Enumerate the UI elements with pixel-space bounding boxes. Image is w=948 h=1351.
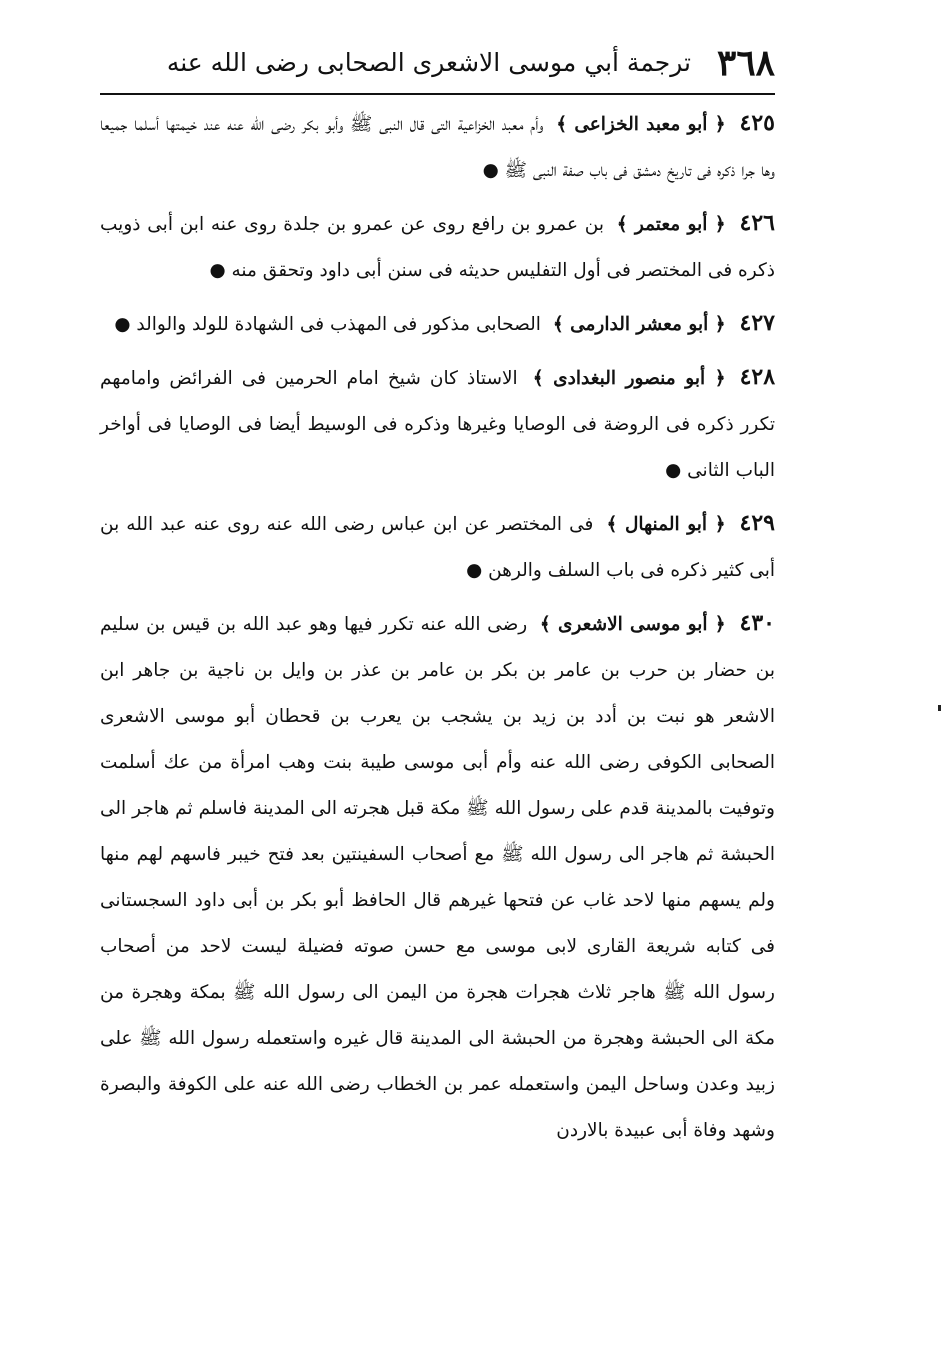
running-title: ترجمة أبي موسى الاشعرى الصحابى رضى الله عنه — [166, 48, 691, 77]
entry-text: رضى الله عنه تكرر فيها وهو عبد الله بن قيس بن سليم بن حضار بن حرب بن عامر بن بكر بن عامر بن عذر بن وايل بن ناجية بن جاهر ابن الاشعر هو نبت بن أدد بن زيد بن يشجب بن يعرب بن قحطان أبو موسى الاشعرى الصحابى الكوفى رضى الله عنه وأم أبى موسى طيبة بنت وهب امرأة من عك أسلمت وتوفيت بالمدينة قدم على رسول الله ﷺ مكة قبل هجرته الى المدينة فاسلم ثم هاجر الى الحبشة ثم هاجر الى رسول الله ﷺ مع أصحاب السفينتين بعد فتح خيبر فاسهم لهم منها ولم يسهم منها لاحد غاب عن فتحها غيرهم قال الحافظ أبو بكر بن أبى داود السجستانى فى كتابه شريعة القارى لابى موسى مع حسن صوته فضيلة ليست لاحد من أصحاب رسول الله ﷺ هاجر ثلاث هجرات هجرة من اليمن الى رسول الله ﷺ بمكة وهجرة من مكة الى الحبشة وهجرة من الحبشة الى المدينة قال غيره واستعمله رسول الله ﷺ على زبيد وعدن وساحل اليمن واستعمله عمر بن الخطاب رضى الله عنه على الكوفة والبصرة وشهد وفاة أبى عبيدة بالاردن — [100, 614, 775, 1141]
entry-425 — [100, 100, 775, 194]
page-body — [100, 100, 775, 1154]
entry-text: الصحابى مذكور فى المهذب فى الشهادة للولد والوالد ● — [114, 314, 541, 335]
entry-name: ﴿ أبو معبد الخزاعى ﴾ — [556, 114, 726, 135]
entry-text: وأم معبد الخزاعية التى قال النبى ﷺ وأبو بكر رضى الله عنه عند خيمتها أسلما جميعا وها جرا ذكره فى تاريخ دمشق فى باب صفة النبى ﷺ ● — [100, 114, 775, 181]
entry-name: ﴿ أبو المنهال ﴾ — [606, 514, 726, 535]
entry-name: ﴿ أبو معتمر ﴾ — [616, 214, 726, 235]
entry-name: ﴿ أبو معشر الدارمى ﴾ — [552, 314, 726, 335]
entry-number: ٤٢٦ — [739, 210, 775, 236]
entry-text: فى المختصر عن ابن عباس رضى الله عنه روى عنه عبد الله بن أبى كثير ذكره فى باب السلف والرهن ● — [100, 514, 775, 581]
page-header — [100, 38, 775, 88]
entry-number: ٤٢٨ — [739, 364, 776, 390]
header-rule — [100, 93, 775, 95]
entry-428 — [100, 354, 775, 494]
entry-text: بن عمرو بن رافع روى عن عمرو بن جلدة روى عنه ابن أبى ذويب ذكره فى المختصر فى أول التفليس حديثه فى سنن أبى داود وتحقق منه ● — [100, 214, 775, 281]
entry-text: الاستاذ كان شيخ امام الحرمين فى الفرائض وامامهم تكرر ذكره فى الروضة فى الوصايا وغيرها وذكره فى الوسيط أيضا فى الوصايا فى أواخر الباب الثانى ● — [100, 368, 775, 481]
entry-426 — [100, 200, 775, 294]
entry-number: ٤٢٩ — [739, 510, 775, 536]
margin-mark — [938, 705, 941, 711]
entry-429 — [100, 500, 775, 594]
entry-name: ﴿ أبو منصور البغدادى ﴾ — [532, 368, 726, 389]
entry-430 — [100, 600, 775, 1154]
entry-number: ٤٢٧ — [739, 310, 775, 336]
entry-number: ٤٢٥ — [739, 110, 775, 136]
entry-number: ٤٣٠ — [739, 610, 775, 636]
entry-427 — [100, 300, 775, 348]
entry-name: ﴿ أبو موسى الاشعرى ﴾ — [539, 614, 726, 635]
page-number: ٣٦٨ — [716, 42, 775, 84]
